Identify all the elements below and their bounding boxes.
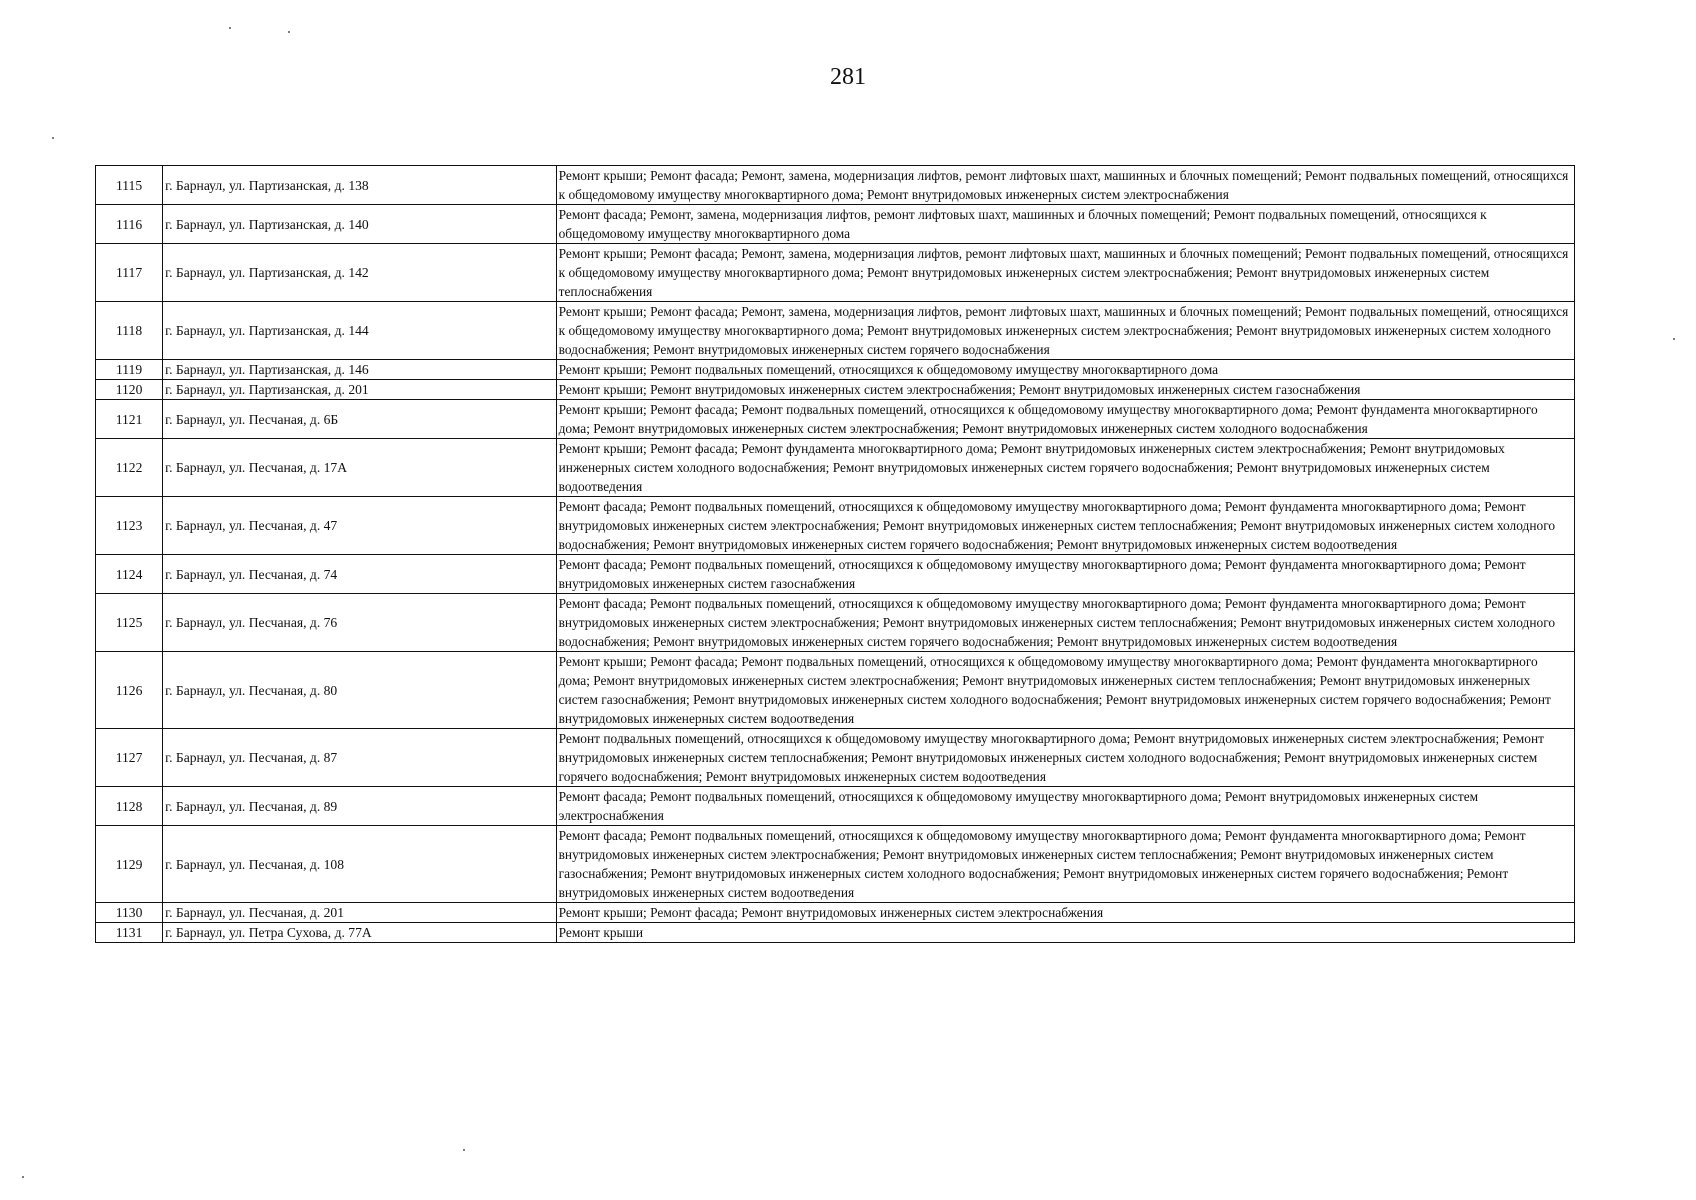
table-row (96, 400, 1575, 439)
scan-speck (229, 27, 231, 29)
row-number-cell: 1121 (96, 400, 163, 439)
repair-works-cell: Ремонт крыши; Ремонт фасада; Ремонт, замена, модернизация лифтов, ремонт лифтовых шахт, машинных и блочных помещений; Ремонт подвальных помещений, относящихся к общедомовому имуществу многоквартирного дома; Ремонт внутридомовых инженерных систем электроснабжения; Ремонт внутридомовых инженерных систем холодного водоснабжения; Ремонт внутридомовых инженерных систем горячего водоснабжения (556, 302, 1574, 360)
repair-works-cell: Ремонт фасада; Ремонт, замена, модернизация лифтов, ремонт лифтовых шахт, машинных и блочных помещений; Ремонт подвальных помещений, относящихся к общедомовому имуществу многоквартирного дома (556, 205, 1574, 244)
row-number-cell: 1130 (96, 903, 163, 923)
repair-works-cell: Ремонт крыши; Ремонт фасада; Ремонт внутридомовых инженерных систем электроснабжения (556, 903, 1574, 923)
repair-works-cell: Ремонт крыши; Ремонт фасада; Ремонт фундамента многоквартирного дома; Ремонт внутридомовых инженерных систем электроснабжения; Ремонт внутридомовых инженерных систем холодного водоснабжения; Ремонт внутридомовых инженерных систем горячего водоснабжения; Ремонт внутридомовых инженерных систем водоотведения (556, 439, 1574, 497)
repair-works-cell: Ремонт крыши; Ремонт фасада; Ремонт подвальных помещений, относящихся к общедомовому имуществу многоквартирного дома; Ремонт фундамента многоквартирного дома; Ремонт внутридомовых инженерных систем электроснабжения; Ремонт внутридомовых инженерных систем холодного водоснабжения (556, 400, 1574, 439)
repair-works-cell: Ремонт фасада; Ремонт подвальных помещений, относящихся к общедомовому имуществу многоквартирного дома; Ремонт фундамента многоквартирного дома; Ремонт внутридомовых инженерных систем газоснабжения (556, 555, 1574, 594)
row-number-cell: 1126 (96, 652, 163, 729)
address-cell: г. Барнаул, ул. Партизанская, д. 201 (163, 380, 557, 400)
repair-works-cell: Ремонт крыши; Ремонт внутридомовых инженерных систем электроснабжения; Ремонт внутридомовых инженерных систем газоснабжения (556, 380, 1574, 400)
table-body (96, 166, 1575, 943)
row-number-cell: 1131 (96, 923, 163, 943)
row-number-cell: 1117 (96, 244, 163, 302)
repair-works-cell: Ремонт крыши; Ремонт подвальных помещений, относящихся к общедомовому имуществу многоквартирного дома (556, 360, 1574, 380)
repair-works-cell: Ремонт фасада; Ремонт подвальных помещений, относящихся к общедомовому имуществу многоквартирного дома; Ремонт фундамента многоквартирного дома; Ремонт внутридомовых инженерных систем электроснабжения; Ремонт внутридомовых инженерных систем теплоснабжения; Ремонт внутридомовых инженерных систем газоснабжения; Ремонт внутридомовых инженерных систем холодного водоснабжения; Ремонт внутридомовых инженерных систем горячего водоснабжения; Ремонт внутридомовых инженерных систем водоотведения (556, 826, 1574, 903)
row-number-cell: 1129 (96, 826, 163, 903)
address-cell: г. Барнаул, ул. Песчаная, д. 87 (163, 729, 557, 787)
repair-works-cell: Ремонт фасада; Ремонт подвальных помещений, относящихся к общедомовому имуществу многоквартирного дома; Ремонт фундамента многоквартирного дома; Ремонт внутридомовых инженерных систем электроснабжения; Ремонт внутридомовых инженерных систем теплоснабжения; Ремонт внутридомовых инженерных систем холодного водоснабжения; Ремонт внутридомовых инженерных систем горячего водоснабжения; Ремонт внутридомовых инженерных систем водоотведения (556, 497, 1574, 555)
scan-speck (1673, 338, 1675, 340)
row-number-cell: 1122 (96, 439, 163, 497)
row-number-cell: 1127 (96, 729, 163, 787)
address-cell: г. Барнаул, ул. Песчаная, д. 89 (163, 787, 557, 826)
address-cell: г. Барнаул, ул. Песчаная, д. 201 (163, 903, 557, 923)
repair-works-cell: Ремонт крыши (556, 923, 1574, 943)
repair-works-cell: Ремонт крыши; Ремонт фасада; Ремонт, замена, модернизация лифтов, ремонт лифтовых шахт, машинных и блочных помещений; Ремонт подвальных помещений, относящихся к общедомовому имуществу многоквартирного дома; Ремонт внутридомовых инженерных систем электроснабжения (556, 166, 1574, 205)
table-row (96, 166, 1575, 205)
repair-registry-table (95, 165, 1575, 943)
row-number-cell: 1119 (96, 360, 163, 380)
table-row (96, 205, 1575, 244)
row-number-cell: 1124 (96, 555, 163, 594)
table-row (96, 497, 1575, 555)
table-row (96, 923, 1575, 943)
address-cell: г. Барнаул, ул. Песчаная, д. 47 (163, 497, 557, 555)
repair-works-cell: Ремонт фасада; Ремонт подвальных помещений, относящихся к общедомовому имуществу многоквартирного дома; Ремонт фундамента многоквартирного дома; Ремонт внутридомовых инженерных систем электроснабжения; Ремонт внутридомовых инженерных систем теплоснабжения; Ремонт внутридомовых инженерных систем холодного водоснабжения; Ремонт внутридомовых инженерных систем горячего водоснабжения; Ремонт внутридомовых инженерных систем водоотведения (556, 594, 1574, 652)
address-cell: г. Барнаул, ул. Песчаная, д. 80 (163, 652, 557, 729)
row-number-cell: 1128 (96, 787, 163, 826)
address-cell: г. Барнаул, ул. Песчаная, д. 74 (163, 555, 557, 594)
address-cell: г. Барнаул, ул. Песчаная, д. 17А (163, 439, 557, 497)
address-cell: г. Барнаул, ул. Партизанская, д. 140 (163, 205, 557, 244)
row-number-cell: 1120 (96, 380, 163, 400)
table-row (96, 439, 1575, 497)
address-cell: г. Барнаул, ул. Партизанская, д. 146 (163, 360, 557, 380)
address-cell: г. Барнаул, ул. Партизанская, д. 142 (163, 244, 557, 302)
scan-speck (22, 1176, 24, 1178)
repair-works-cell: Ремонт подвальных помещений, относящихся к общедомовому имуществу многоквартирного дома; Ремонт внутридомовых инженерных систем электроснабжения; Ремонт внутридомовых инженерных систем теплоснабжения; Ремонт внутридомовых инженерных систем холодного водоснабжения; Ремонт внутридомовых инженерных систем горячего водоснабжения; Ремонт внутридомовых инженерных систем водоотведения (556, 729, 1574, 787)
row-number-cell: 1115 (96, 166, 163, 205)
address-cell: г. Барнаул, ул. Петра Сухова, д. 77А (163, 923, 557, 943)
table-row (96, 594, 1575, 652)
repair-works-cell: Ремонт крыши; Ремонт фасада; Ремонт подвальных помещений, относящихся к общедомовому имуществу многоквартирного дома; Ремонт фундамента многоквартирного дома; Ремонт внутридомовых инженерных систем электроснабжения; Ремонт внутридомовых инженерных систем теплоснабжения; Ремонт внутридомовых инженерных систем газоснабжения; Ремонт внутридомовых инженерных систем холодного водоснабжения; Ремонт внутридомовых инженерных систем горячего водоснабжения; Ремонт внутридомовых инженерных систем водоотведения (556, 652, 1574, 729)
scan-speck (463, 1149, 465, 1151)
row-number-cell: 1125 (96, 594, 163, 652)
page-number: 281 (830, 64, 866, 90)
table-row (96, 360, 1575, 380)
repair-works-cell: Ремонт фасада; Ремонт подвальных помещений, относящихся к общедомовому имуществу многоквартирного дома; Ремонт внутридомовых инженерных систем электроснабжения (556, 787, 1574, 826)
row-number-cell: 1123 (96, 497, 163, 555)
address-cell: г. Барнаул, ул. Песчаная, д. 76 (163, 594, 557, 652)
table-row (96, 826, 1575, 903)
table-row (96, 380, 1575, 400)
table-row (96, 652, 1575, 729)
table-row (96, 244, 1575, 302)
table-row (96, 903, 1575, 923)
repair-works-cell: Ремонт крыши; Ремонт фасада; Ремонт, замена, модернизация лифтов, ремонт лифтовых шахт, машинных и блочных помещений; Ремонт подвальных помещений, относящихся к общедомовому имуществу многоквартирного дома; Ремонт внутридомовых инженерных систем электроснабжения; Ремонт внутридомовых инженерных систем теплоснабжения (556, 244, 1574, 302)
table-row (96, 555, 1575, 594)
scan-speck (52, 137, 54, 139)
scan-speck (288, 31, 290, 33)
row-number-cell: 1116 (96, 205, 163, 244)
row-number-cell: 1118 (96, 302, 163, 360)
table-row (96, 302, 1575, 360)
address-cell: г. Барнаул, ул. Песчаная, д. 6Б (163, 400, 557, 439)
address-cell: г. Барнаул, ул. Партизанская, д. 144 (163, 302, 557, 360)
table-row (96, 787, 1575, 826)
address-cell: г. Барнаул, ул. Песчаная, д. 108 (163, 826, 557, 903)
table-row (96, 729, 1575, 787)
address-cell: г. Барнаул, ул. Партизанская, д. 138 (163, 166, 557, 205)
